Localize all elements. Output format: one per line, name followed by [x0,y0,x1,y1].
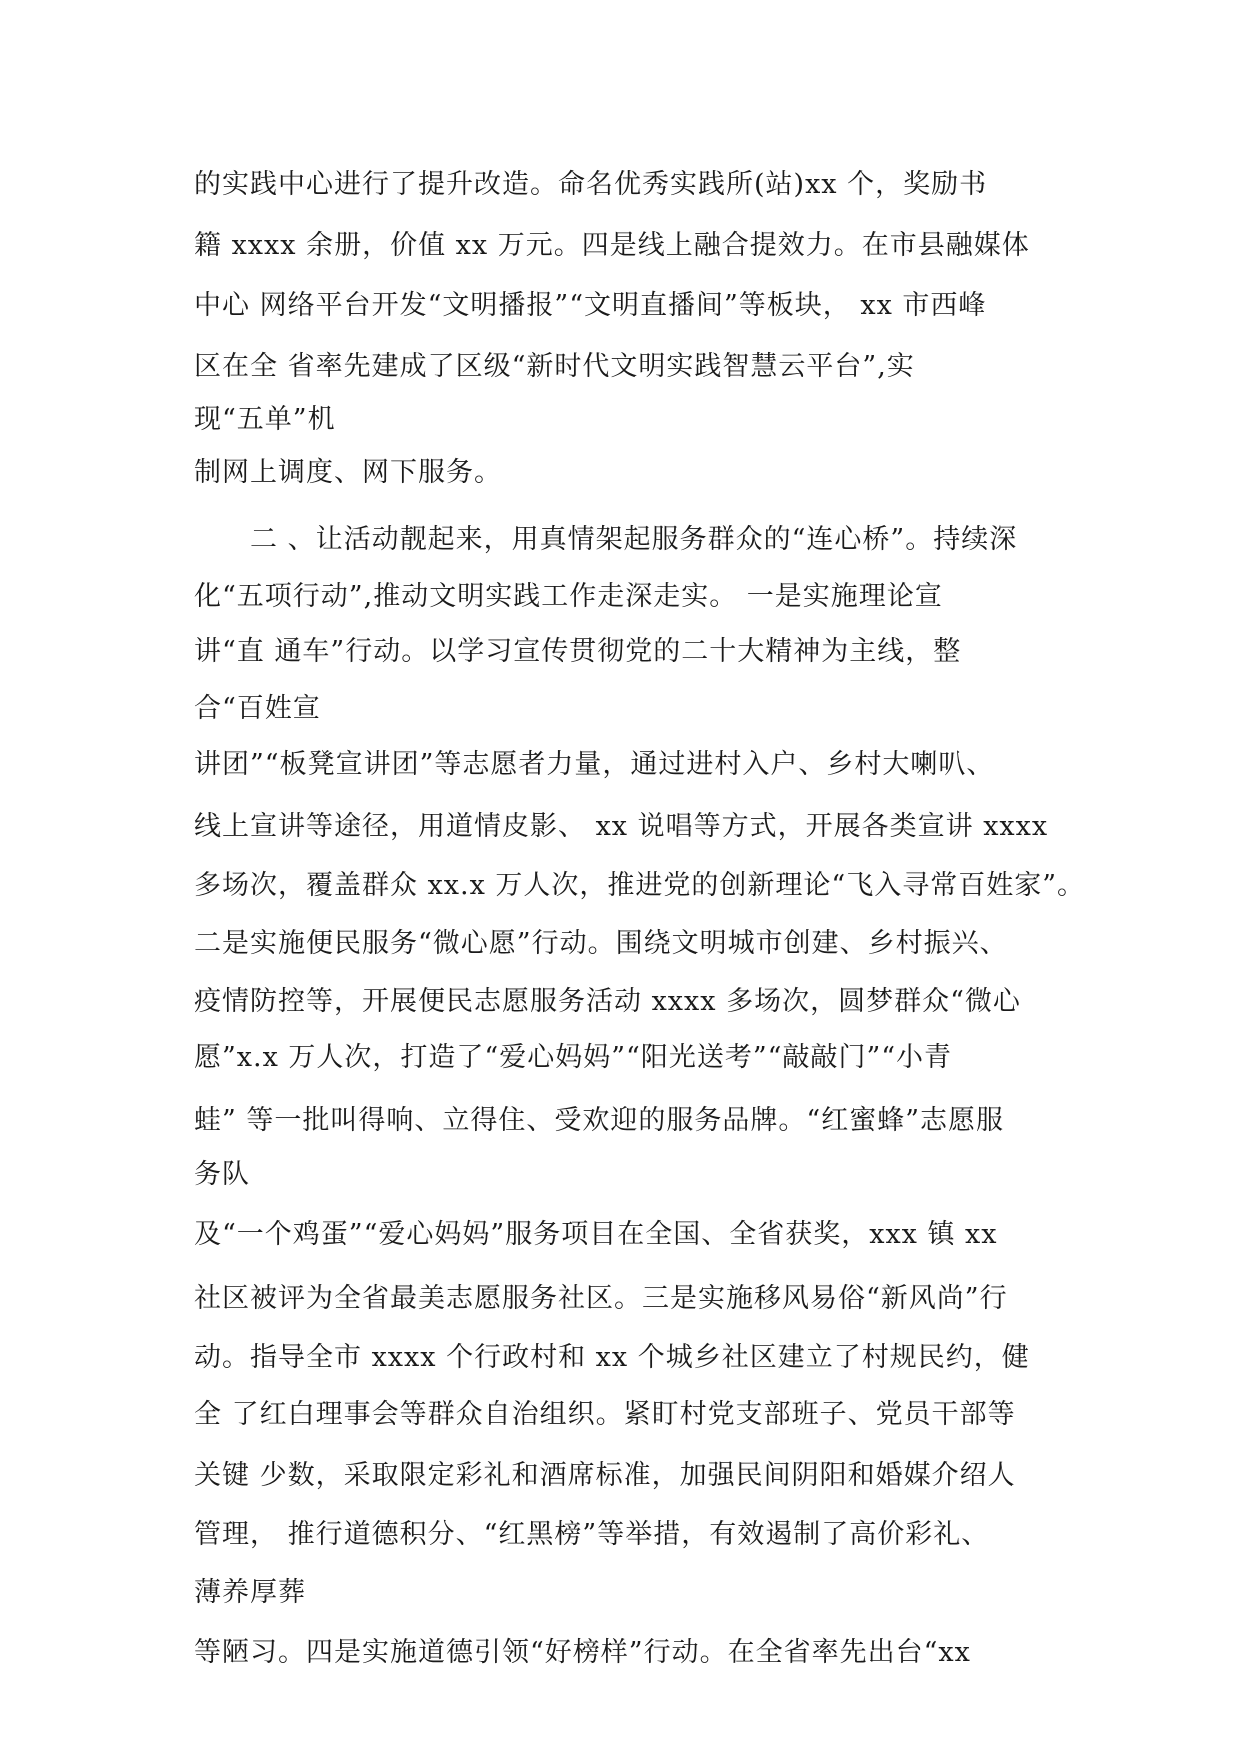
text-line: 制网上调度、网下服务。 [194,457,502,488]
text-line: 全 了红白理事会等群众自治组织。紧盯村党支部班子、党员干部等 [194,1399,1016,1430]
text-line: 的实践中心进行了提升改造。命名优秀实践所(站)xx 个，奖励书 [194,169,988,200]
text-line: 管理， 推行道德积分、“红黑榜”等举措，有效遏制了高价彩礼、 [194,1519,990,1550]
text-line: 疫情防控等，开展便民志愿服务活动 xxxx 多场次，圆梦群众“微心 [194,986,1021,1017]
text-line: 现“五单”机 [194,404,336,435]
text-line: 化“五项行动”,推动文明实践工作走深走实。 一是实施理论宣 [194,581,943,612]
text-line: 籍 xxxx 余册，价值 xx 万元。四是线上融合提效力。在市县融媒体 [194,230,1030,261]
text-line: 愿”x.x 万人次，打造了“爱心妈妈”“阳光送考”“敲敲门”“小青 [194,1042,953,1073]
text-line: 讲“直 通车”行动。以学习宣传贯彻党的二十大精神为主线，整 [194,636,962,667]
text-line: 等陋习。四是实施道德引领“好榜样”行动。在全省率先出台“xx [194,1637,971,1668]
text-line: 二 、让活动靓起来，用真情架起服务群众的“连心桥”。持续深 [250,524,1018,555]
text-line: 合“百姓宣 [194,693,321,724]
text-line: 动。指导全市 xxxx 个行政村和 xx 个城乡社区建立了村规民约，健 [194,1342,1030,1373]
text-line: 蛙” 等一批叫得响、立得住、受欢迎的服务品牌。“红蜜蜂”志愿服 [194,1105,1004,1136]
text-line: 薄养厚葬 [194,1577,306,1608]
text-line: 二是实施便民服务“微心愿”行动。围绕文明城市创建、乡村振兴、 [194,928,1008,959]
text-line: 区在全 省率先建成了区级“新时代文明实践智慧云平台”,实 [194,351,915,382]
text-line: 务队 [194,1159,250,1190]
text-line: 关键 少数，采取限定彩礼和酒席标准，加强民间阴阳和婚媒介绍人 [194,1460,1016,1491]
text-line: 线上宣讲等途径，用道情皮影、 xx 说唱等方式，开展各类宣讲 xxxx [194,811,1049,842]
text-line: 多场次，覆盖群众 xx.x 万人次，推进党的创新理论“飞入寻常百姓家”。 [194,870,1086,901]
text-line: 中心 网络平台开发“文明播报”“文明直播间”等板块， xx 市西峰 [194,290,987,321]
text-line: 及“一个鸡蛋”“爱心妈妈”服务项目在全国、全省获奖，xxx 镇 xx [194,1219,998,1250]
text-line: 讲团”“板凳宣讲团”等志愿者力量，通过进村入户、乡村大喇叭、 [194,749,995,780]
text-line: 社区被评为全省最美志愿服务社区。三是实施移风易俗“新风尚”行 [194,1283,1008,1314]
